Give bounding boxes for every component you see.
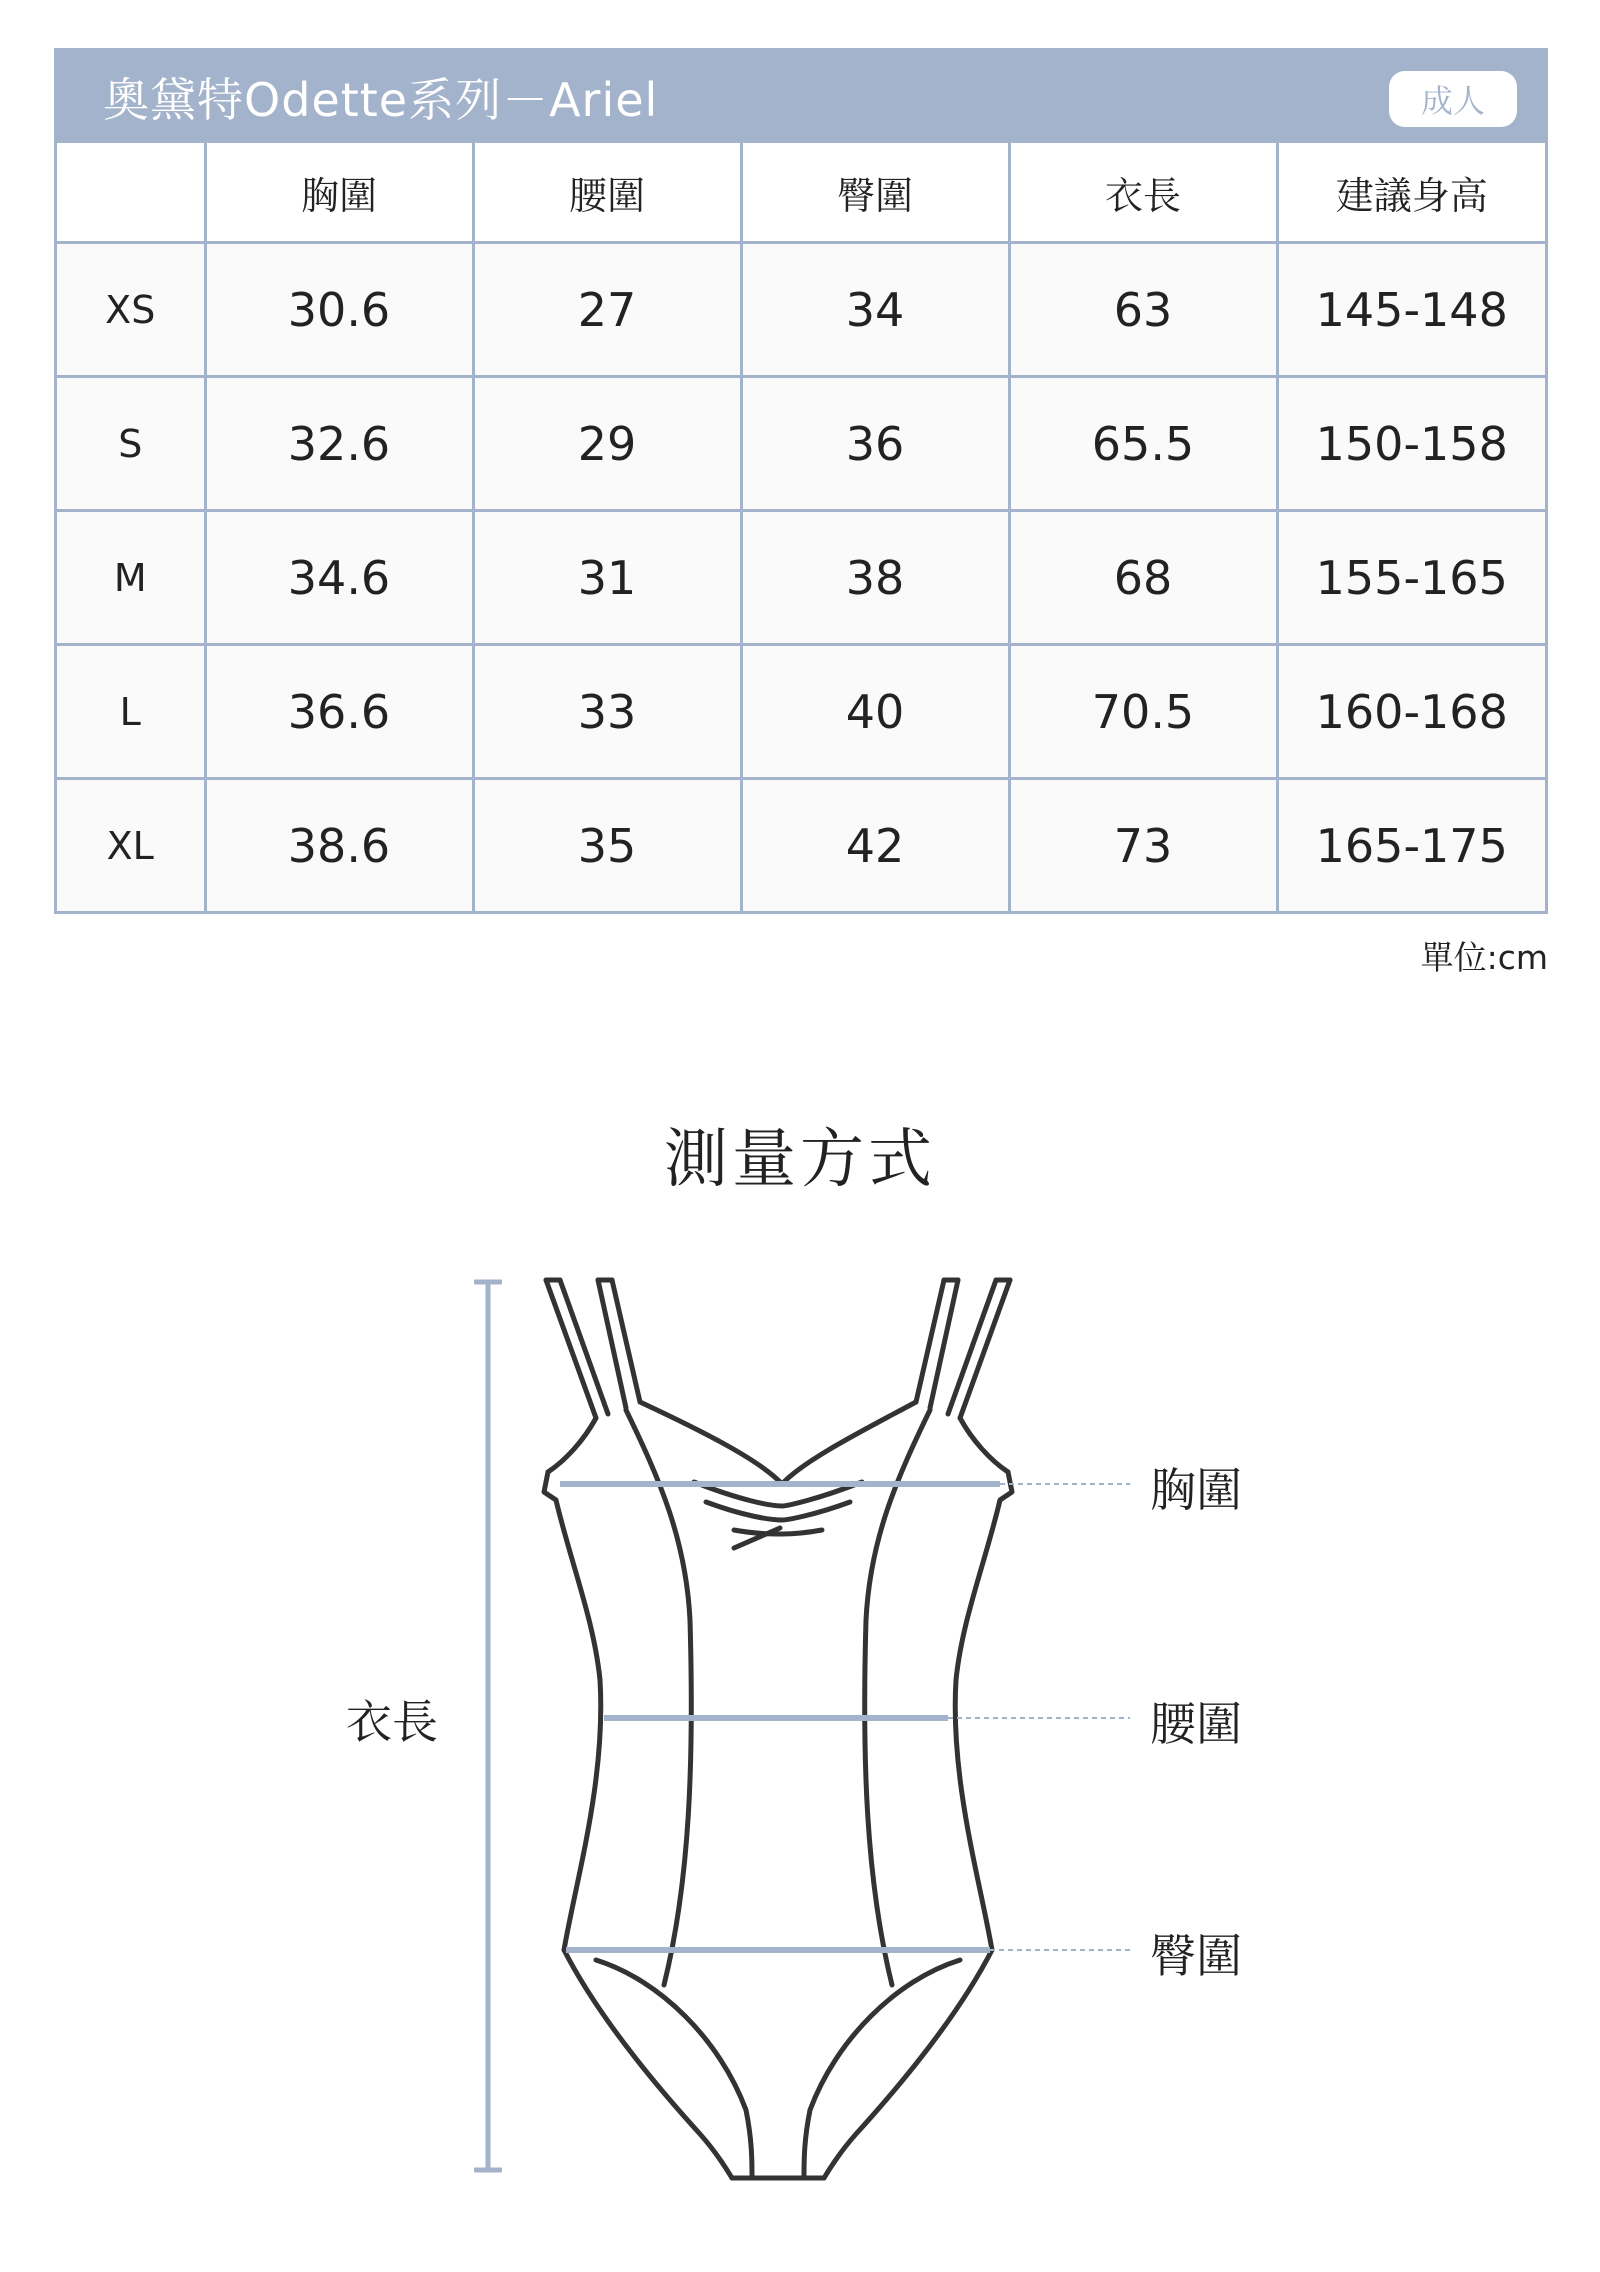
length-cell: 65.5: [1009, 377, 1277, 511]
size-cell: XS: [57, 243, 205, 377]
length-cell: 63: [1009, 243, 1277, 377]
height-cell: 150-158: [1277, 377, 1545, 511]
hip-cell: 38: [741, 511, 1009, 645]
chest-cell: 38.6: [205, 779, 473, 912]
length-cell: 68: [1009, 511, 1277, 645]
size-cell: S: [57, 377, 205, 511]
header-cell-length: 衣長: [1009, 143, 1277, 243]
header-cell-waist: 腰圍: [473, 143, 741, 243]
length-label: 衣長: [346, 1695, 438, 1749]
measurement-title: 測量方式: [664, 1123, 936, 1197]
waist-cell: 27: [473, 243, 741, 377]
unit-note: 單位:cm: [1420, 938, 1548, 977]
chest-cell: 32.6: [205, 377, 473, 511]
hip-cell: 40: [741, 645, 1009, 779]
waist-cell: 29: [473, 377, 741, 511]
hip-label: 臀圍: [1150, 1929, 1242, 1983]
hip-cell: 42: [741, 779, 1009, 912]
size-cell: L: [57, 645, 205, 779]
length-cell: 73: [1009, 779, 1277, 912]
waist-label: 腰圍: [1150, 1697, 1242, 1751]
hip-cell: 36: [741, 377, 1009, 511]
length-measure-bar: [474, 1282, 502, 2170]
height-cell: 160-168: [1277, 645, 1545, 779]
category-badge: 成人: [1389, 71, 1517, 127]
height-cell: 145-148: [1277, 243, 1545, 377]
chest-label: 胸圍: [1150, 1463, 1242, 1517]
length-cell: 70.5: [1009, 645, 1277, 779]
chest-cell: 34.6: [205, 511, 473, 645]
chest-cell: 30.6: [205, 243, 473, 377]
height-cell: 165-175: [1277, 779, 1545, 912]
waist-cell: 33: [473, 645, 741, 779]
waist-cell: 31: [473, 511, 741, 645]
height-cell: 155-165: [1277, 511, 1545, 645]
header-cell-hip: 臀圍: [741, 143, 1009, 243]
size-cell: XL: [57, 779, 205, 912]
header-cell-height: 建議身高: [1277, 143, 1545, 243]
chest-cell: 36.6: [205, 645, 473, 779]
table-title: 奧黛特Odette系列－Ariel: [103, 73, 659, 127]
waist-cell: 35: [473, 779, 741, 912]
header-cell-chest: 胸圍: [205, 143, 473, 243]
hip-cell: 34: [741, 243, 1009, 377]
leotard-outline: [544, 1280, 1012, 2178]
size-cell: M: [57, 511, 205, 645]
